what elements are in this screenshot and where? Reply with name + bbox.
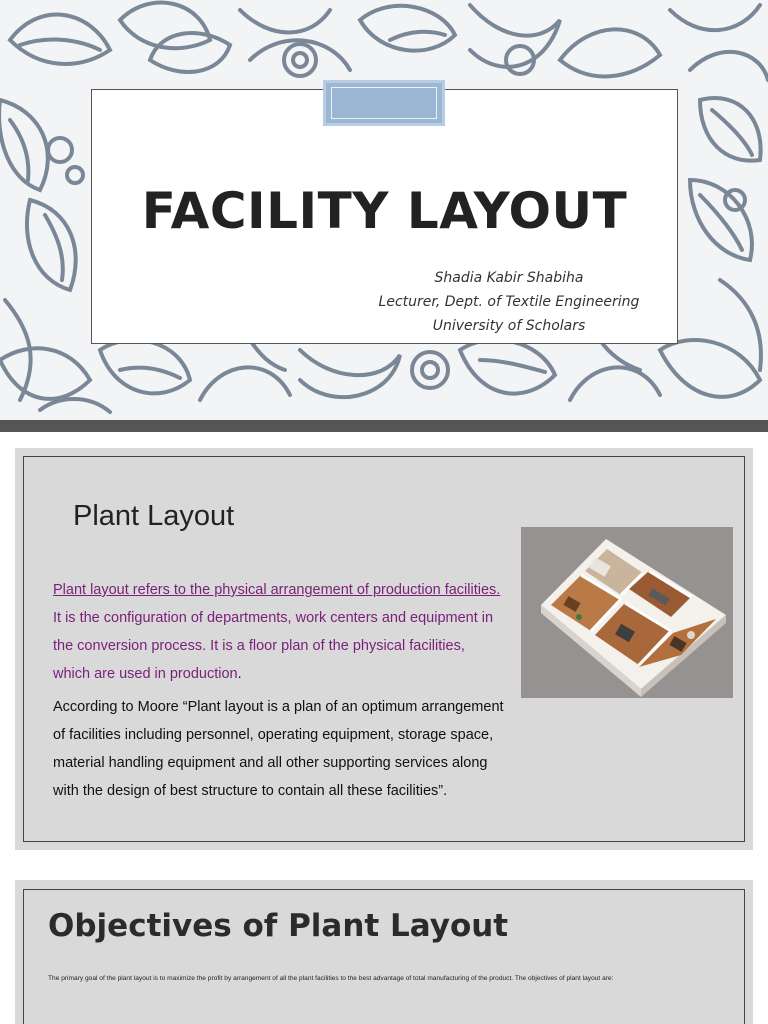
quote-line: material handling equipment and all other supporting services along [53, 755, 488, 771]
definition-paragraph [53, 576, 523, 688]
moore-quote-paragraph [53, 693, 553, 805]
quote-line: with the design of best structure to contain all these facilities”. [53, 783, 448, 799]
quote-line: According to Moore “Plant layout is a plan of an optimum arrangement [53, 699, 504, 715]
plant-layout-slide [15, 448, 753, 850]
definition-line: It is the configuration of departments, work centers and equipment in [53, 610, 494, 626]
quote-line: of facilities including personnel, operating equipment, storage space, [53, 727, 494, 743]
title-slide [0, 0, 768, 420]
title-box [91, 89, 678, 344]
author-institution: University of Scholars [432, 318, 586, 334]
objectives-intro-text: The primary goal of the plant layout is to maximize the profit by arrangement of all the plant facilities to the best advantage of total manufacturing of the product. The objectives of plant layout are: [48, 975, 614, 982]
presentation-title: FACILITY LAYOUT [141, 182, 628, 240]
author-name: Shadia Kabir Shabiha [434, 270, 584, 286]
author-block [349, 266, 669, 338]
definition-line: which are used in production [53, 666, 238, 682]
title-accent-tab [323, 80, 445, 126]
definition-end-punctuation: . [237, 666, 242, 682]
objectives-slide [15, 880, 753, 1024]
definition-line: the conversion process. It is a floor plan of the physical facilities, [53, 638, 465, 654]
author-position: Lecturer, Dept. of Textile Engineering [378, 294, 640, 310]
definition-line: Plant layout refers to the physical arrangement of production facilities. [53, 582, 501, 598]
floor-plan-image [521, 527, 733, 698]
title-slide-bottom-bar [0, 420, 768, 432]
slide-heading: Objectives of Plant Layout [48, 908, 509, 944]
slide-heading: Plant Layout [73, 500, 235, 532]
